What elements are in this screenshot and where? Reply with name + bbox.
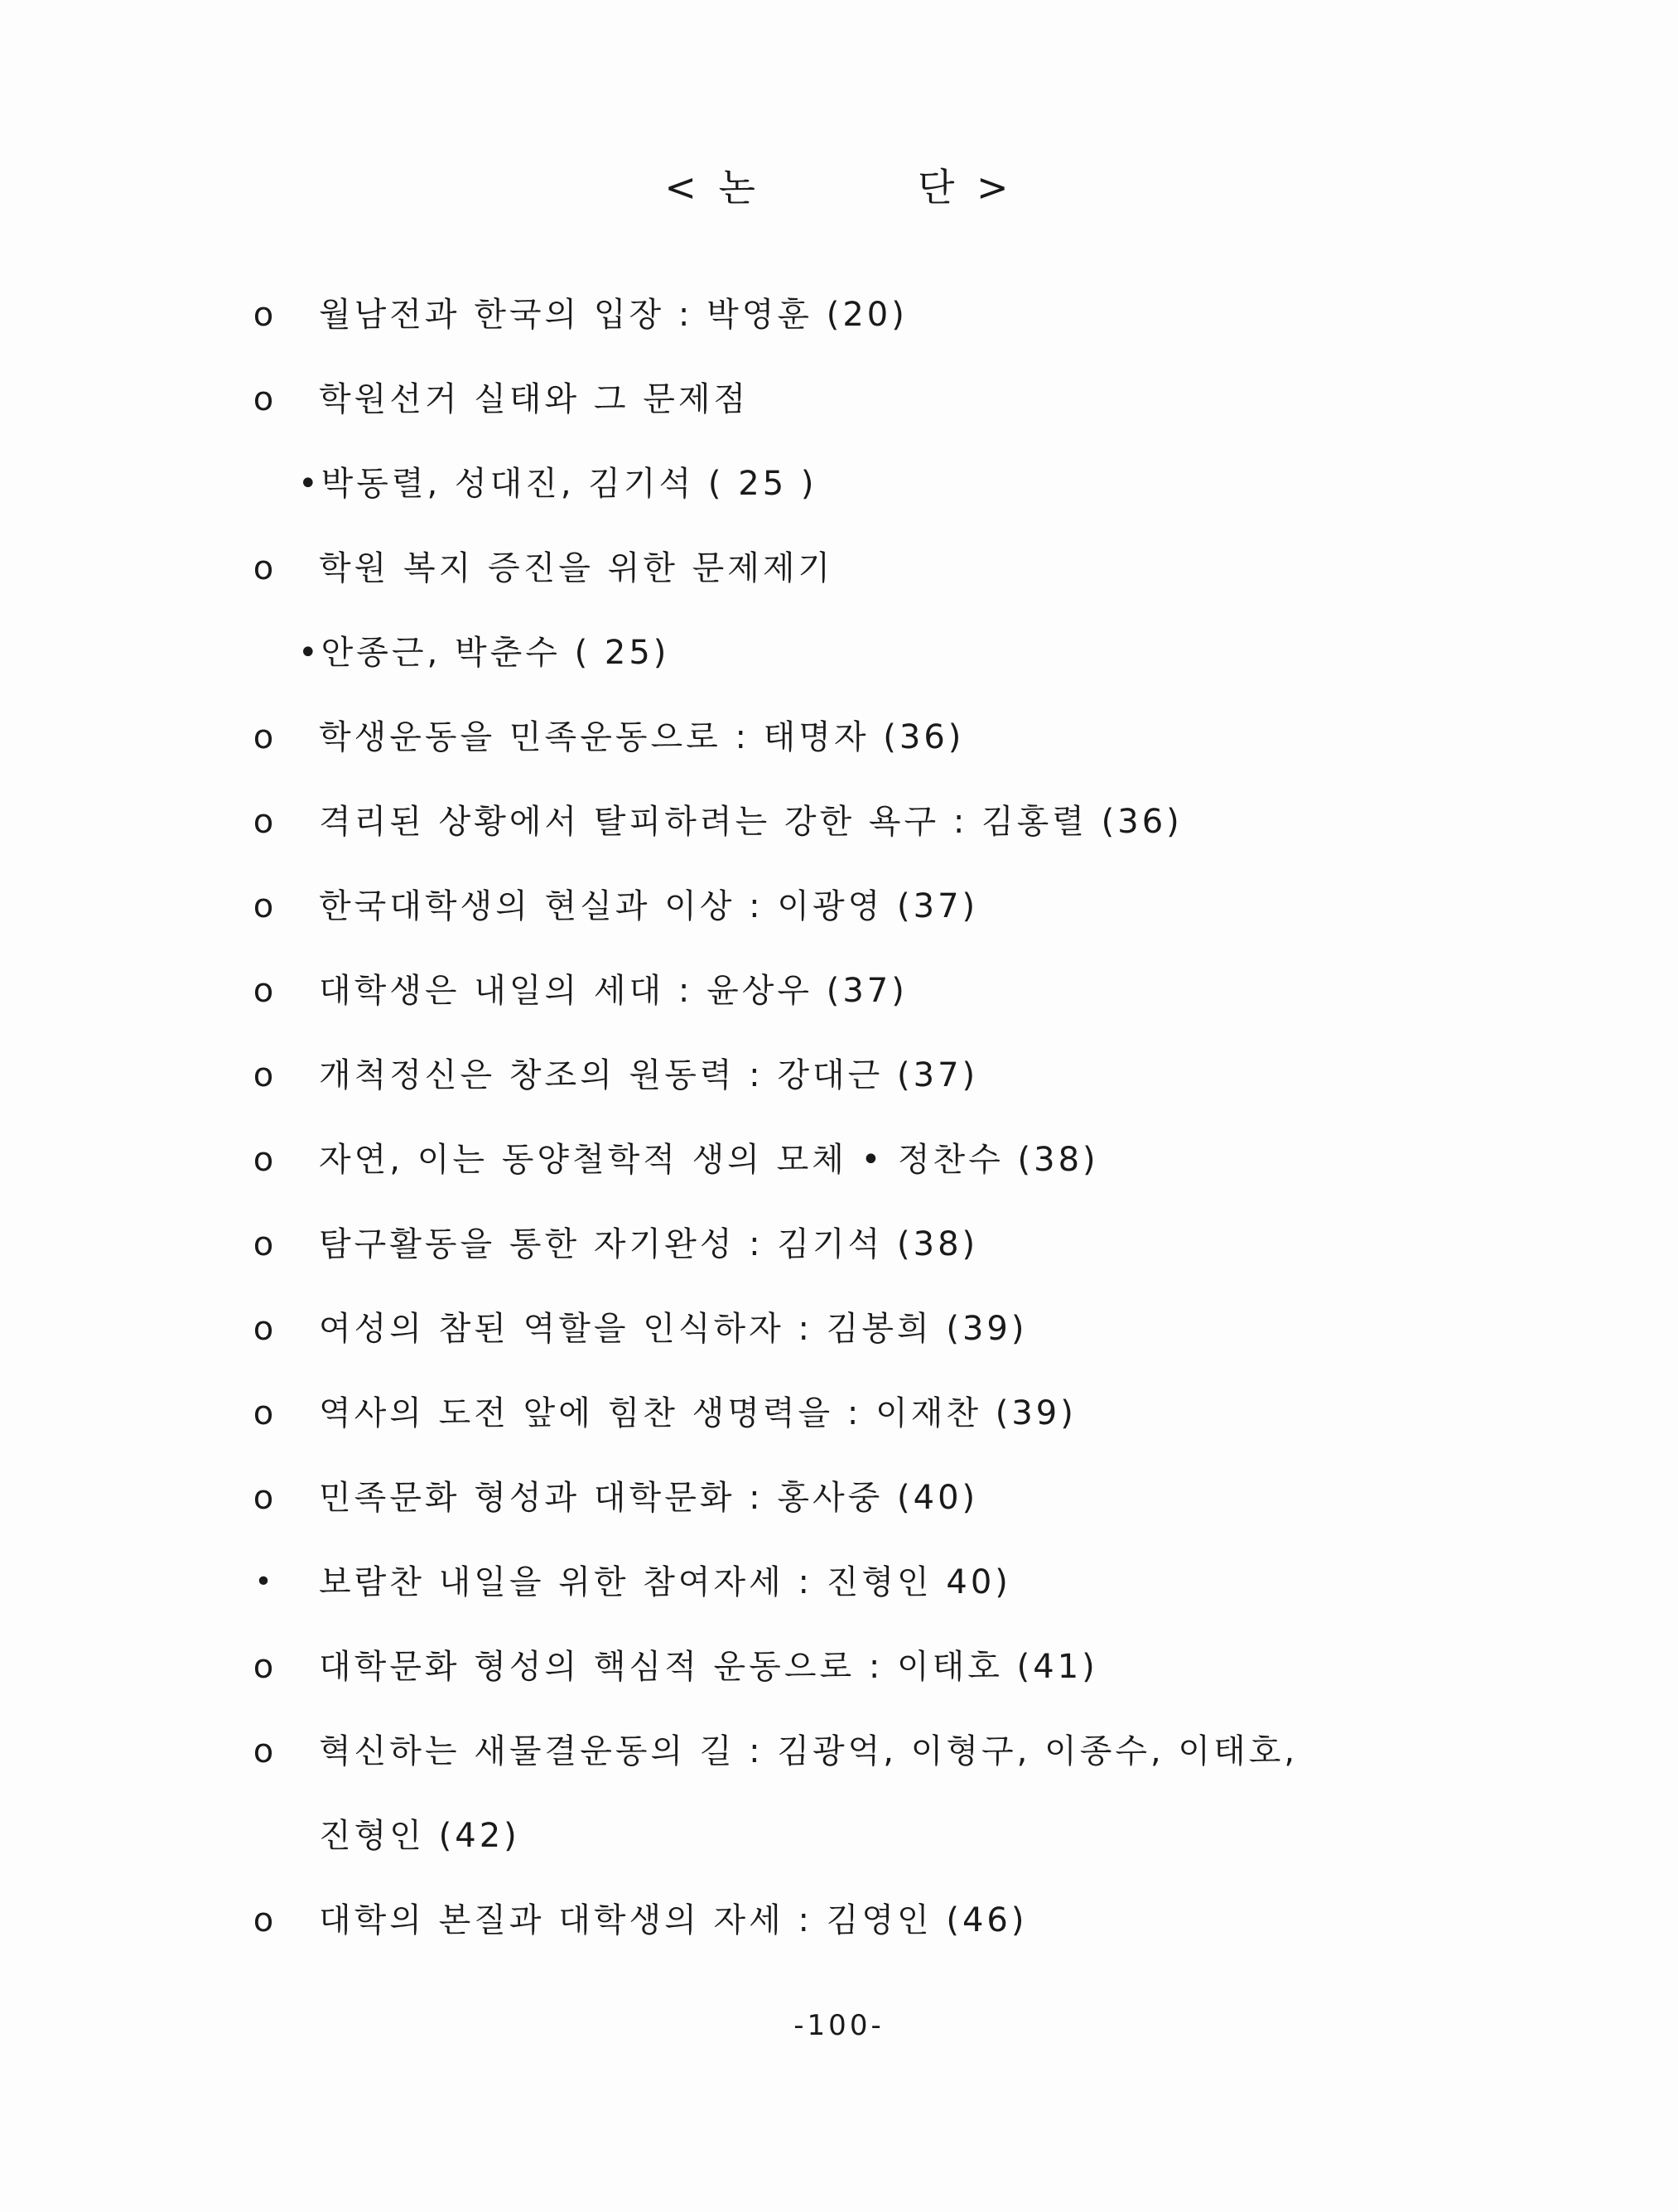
entry-text: 민족문화 형성과 대학문화 : 홍사중 (40): [319, 1479, 979, 1517]
entry-text: 한국대학생의 현실과 이상 : 이광영 (37): [319, 887, 979, 925]
entry-text: 학원 복지 증진을 위한 문제제기: [319, 549, 834, 587]
entry-text: 혁신하는 새물결운동의 길 : 김광억, 이형구, 이종수, 이태호,: [319, 1732, 1299, 1770]
list-item: [0, 962, 1678, 1020]
entry-text: 보람찬 내일을 위한 참여자세 : 진형인 40): [319, 1563, 1011, 1601]
bullet-marker: o: [253, 803, 277, 841]
list-item: [0, 1384, 1678, 1442]
bullet-marker: o: [253, 718, 277, 756]
bullet-marker: o: [253, 1648, 277, 1686]
bullet-marker: o: [253, 1056, 277, 1094]
list-item: [0, 1638, 1678, 1696]
section-title: [0, 157, 1678, 212]
bullet-marker: •: [254, 1565, 276, 1599]
title-right: 단 >: [918, 165, 1014, 210]
entry-text: 격리된 상황에서 탈피하려는 강한 욕구 : 김홍렬 (36): [319, 803, 1183, 841]
list-item: [0, 1131, 1678, 1189]
entry-text: 개척정신은 창조의 원동력 : 강대근 (37): [319, 1056, 979, 1094]
entry-text: 탐구활동을 통한 자기완성 : 김기석 (38): [319, 1225, 979, 1263]
bullet-marker: o: [253, 1732, 277, 1770]
bullet-marker: o: [253, 1225, 277, 1263]
bullet-marker: o: [253, 296, 277, 334]
entry-text: 월남전과 한국의 입장 : 박영훈 (20): [319, 296, 908, 334]
entry-text: 진형인 (42): [319, 1817, 520, 1855]
list-item: [0, 1807, 1678, 1865]
list-item: [0, 793, 1678, 851]
list-item: [0, 877, 1678, 935]
list-item: [0, 455, 1678, 513]
entry-text: 학원선거 실태와 그 문제점: [319, 380, 750, 418]
list-item: [0, 1891, 1678, 1949]
bullet-marker: o: [253, 380, 277, 418]
list-item: [0, 370, 1678, 428]
entry-text: 학생운동을 민족운동으로 : 태명자 (36): [319, 718, 965, 756]
entry-text: 역사의 도전 앞에 힘찬 생명력을 : 이재찬 (39): [319, 1394, 1077, 1432]
entry-text: 대학생은 내일의 세대 : 윤상우 (37): [319, 972, 908, 1010]
list-item: [0, 1722, 1678, 1780]
bullet-marker: o: [253, 1901, 277, 1939]
bullet-marker: o: [253, 972, 277, 1010]
entry-text: 대학의 본질과 대학생의 자세 : 김영인 (46): [319, 1901, 1028, 1939]
list-item: [0, 1300, 1678, 1358]
bullet-marker: o: [253, 1479, 277, 1517]
page-number: -100-: [793, 2009, 885, 2042]
bullet-marker: o: [253, 887, 277, 925]
bullet-marker: o: [253, 1394, 277, 1432]
entry-text: 대학문화 형성의 핵심적 운동으로 : 이태호 (41): [319, 1648, 1098, 1686]
list-item: [0, 1469, 1678, 1527]
entry-text: 여성의 참된 역할을 인식하자 : 김봉희 (39): [319, 1310, 1028, 1348]
list-item: [0, 539, 1678, 597]
list-item: [0, 708, 1678, 766]
bullet-marker: o: [253, 1141, 277, 1179]
entry-text: 자연, 이는 동양철학적 생의 모체 • 정찬수 (38): [319, 1141, 1099, 1179]
bullet-marker: o: [253, 549, 277, 587]
list-item: [0, 1553, 1678, 1611]
list-item: [0, 624, 1678, 682]
list-item: [0, 286, 1678, 344]
title-left: < 논: [664, 165, 760, 210]
list-item: [0, 1046, 1678, 1104]
list-item: [0, 1215, 1678, 1273]
entry-text: •안종근, 박춘수 ( 25): [298, 634, 670, 672]
entry-text: •박동렬, 성대진, 김기석 ( 25 ): [298, 465, 817, 503]
bullet-marker: o: [253, 1310, 277, 1348]
